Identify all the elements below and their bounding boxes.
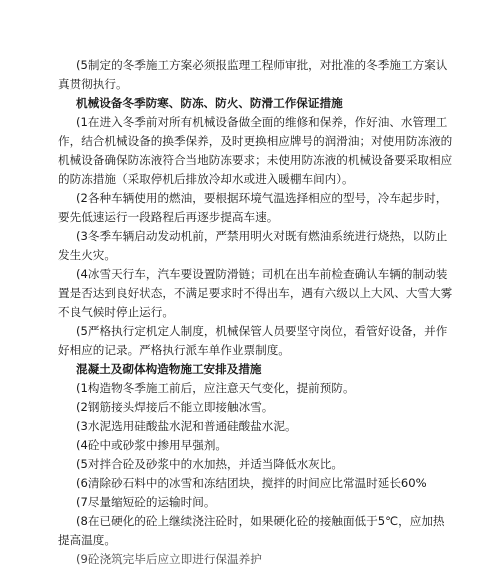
paragraph-line: (1在进入冬季前对所有机械设备做全面的维修和保养，作好油、水管理工 (76, 115, 448, 129)
paragraph-line: 真贯彻执行。 (58, 77, 128, 91)
paragraph-line: 置是否达到良好状态，不满足要求时不得出车，遇有六级以上大风、大雪大雾 (58, 286, 453, 300)
paragraph-line: (5严格执行定机定人制度，机械保管人员要坚守岗位，看管好设备，并作 (76, 324, 448, 338)
paragraph-line: (5对拌合砼及砂浆中的水加热，并适当降低水灰比。 (76, 457, 343, 471)
paragraph-line: 机械设备确保防冻液符合当地防冻要求；未使用防冻液的机械设备要采取相应 (58, 153, 453, 167)
paragraph-line: (3水泥选用硅酸盐水泥和普通硅酸盐水泥。 (76, 419, 297, 433)
paragraph-line: 不良气候时停止运行。 (58, 305, 174, 319)
section-heading: 机械设备冬季防寒、防冻、防火、防滑工作保证措施 (76, 96, 343, 110)
paragraph-line: (6清除砂石料中的冰雪和冻结团块，搅拌的时间应比常温时延长60% (76, 476, 427, 490)
paragraph-line: (2各种车辆使用的燃油，要根据环境气温选择相应的型号，冷车起步时， (76, 191, 448, 205)
paragraph-line: (2钢筋接头焊接后不能立即接触冰雪。 (76, 400, 274, 414)
paragraph-line: (1构造物冬季施工前后，应注意天气变化，提前预防。 (76, 381, 355, 395)
paragraph-line: (3冬季车辆启动发动机前，严禁用明火对既有燃油系统进行烧热，以防止 (76, 229, 448, 243)
paragraph-line: 作，结合机械设备的换季保养，及时更换相应牌号的润滑油；对使用防冻液的 (58, 134, 453, 148)
paragraph-line: 要先低速运行一段路程后再逐步提高车速。 (58, 210, 279, 224)
paragraph-line: (9砼浇筑完毕后应立即进行保温养护 (76, 552, 262, 566)
paragraph-line: (4砼中或砂浆中掺用早强剂。 (76, 438, 228, 452)
paragraph-line: (7尽量缩短砼的运输时间。 (76, 495, 216, 509)
paragraph-line: (8在已硬化的砼上继续浇注砼时，如果硬化砼的接触面低于5℃，应加热 (76, 514, 445, 528)
paragraph-line: 发生火灾。 (58, 248, 116, 262)
paragraph-line: 的防冻措施（采取停机后排放冷却水或进入暖棚车间内）。 (58, 172, 354, 186)
paragraph-line: (5制定的冬季施工方案必须报监理工程师审批，对批准的冬季施工方案认 (76, 58, 448, 72)
paragraph-line: 提高温度。 (58, 533, 116, 547)
paragraph-line: 好相应的记录。严格执行派车单作业票制度。 (58, 343, 290, 357)
paragraph-line: (4冰雪天行车，汽车要设置防滑链；司机在出车前检查确认车辆的制动装 (76, 267, 448, 281)
section-heading: 混凝土及砌体构造物施工安排及措施 (76, 362, 262, 376)
